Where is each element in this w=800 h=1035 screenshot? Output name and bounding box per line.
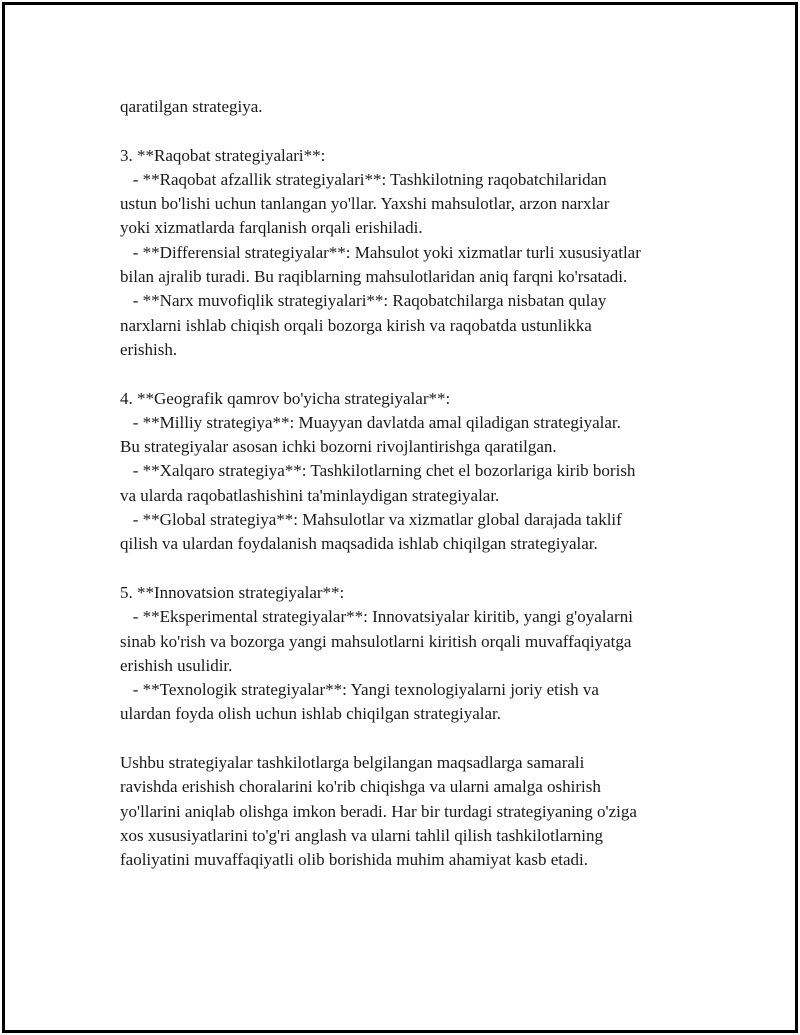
item-line: qilish va ulardan foydalanish maqsadida ishlab chiqilgan strategiyalar. <box>120 534 598 554</box>
document-page <box>2 2 798 1033</box>
item-line: erishish usulidir. <box>120 655 233 675</box>
section-4-item-1 <box>120 411 710 460</box>
section-5-heading: 5. **Innovatsion strategiyalar**: <box>120 582 345 602</box>
section-5-item-2 <box>120 678 710 727</box>
paragraph-gap <box>120 557 710 581</box>
conclusion-line: xos xususiyatlarini to'g'ri anglash va ularni tahlil qilish tashkilotlarning <box>120 825 604 845</box>
section-3-item-1 <box>120 168 710 241</box>
document-body <box>120 95 710 873</box>
paragraph-gap <box>120 119 710 143</box>
conclusion-line: yo'llarini aniqlab olishga imkon beradi. Har bir turdagi strategiyaning o'ziga <box>120 801 637 821</box>
item-line: - **Milliy strategiya**: Muayyan davlatda amal qiladigan strategiyalar. <box>120 412 621 432</box>
item-line: narxlarni ishlab chiqish orqali bozorga kirish va raqobatda ustunlikka <box>120 315 592 335</box>
item-line: bilan ajralib turadi. Bu raqiblarning mahsulotlaridan aniq farqni ko'rsatadi. <box>120 267 628 287</box>
intro-tail-text: qaratilgan strategiya. <box>120 97 263 116</box>
item-line: sinab ko'rish va bozorga yangi mahsulotlarni kiritish orqali muvaffaqiyatga <box>120 631 632 651</box>
item-line: ustun bo'lishi uchun tanlangan yo'llar. Yaxshi mahsulotlar, arzon narxlar <box>120 194 610 214</box>
paragraph-gap <box>120 362 710 386</box>
item-line: ulardan foyda olish uchun ishlab chiqilgan strategiyalar. <box>120 704 501 724</box>
section-3-item-2 <box>120 241 710 290</box>
conclusion-line: ravishda erishish choralarini ko'rib chiqishga va ularni amalga oshirish <box>120 777 601 797</box>
item-line: Bu strategiyalar asosan ichki bozorni rivojlantirishga qaratilgan. <box>120 437 557 457</box>
item-line: va ularda raqobatlashishini ta'minlaydigan strategiyalar. <box>120 485 500 505</box>
item-line: - **Global strategiya**: Mahsulotlar va xizmatlar global darajada taklif <box>120 510 622 530</box>
item-line: - **Xalqaro strategiya**: Tashkilotlarning chet el bozorlariga kirib borish <box>120 461 636 481</box>
section-5-item-1 <box>120 605 710 678</box>
conclusion-line: faoliyatini muvaffaqiyatli olib borishida muhim ahamiyat kasb etadi. <box>120 850 589 870</box>
section-4-item-2 <box>120 459 710 508</box>
section-3-item-3 <box>120 289 710 362</box>
item-line: - **Differensial strategiyalar**: Mahsulot yoki xizmatlar turli xususiyatlar <box>120 242 641 262</box>
item-line: - **Narx muvofiqlik strategiyalari**: Raqobatchilarga nisbatan qulay <box>120 291 607 311</box>
item-line: - **Raqobat afzallik strategiyalari**: Tashkilotning raqobatchilaridan <box>120 169 607 189</box>
item-line: - **Texnologik strategiyalar**: Yangi texnologiyalarni joriy etish va <box>120 680 599 700</box>
conclusion-line: Ushbu strategiyalar tashkilotlarga belgilangan maqsadlarga samarali <box>120 753 585 773</box>
item-line: yoki xizmatlarda farqlanish orqali erishiladi. <box>120 218 423 238</box>
section-3-heading: 3. **Raqobat strategiyalari**: <box>120 145 326 165</box>
item-line: - **Eksperimental strategiyalar**: Innovatsiyalar kiritib, yangi g'oyalarni <box>120 607 633 627</box>
conclusion-paragraph <box>120 751 710 872</box>
section-4-item-3 <box>120 508 710 557</box>
section-4-heading: 4. **Geografik qamrov bo'yicha strategiyalar**: <box>120 388 451 408</box>
paragraph-gap <box>120 727 710 751</box>
item-line: erishish. <box>120 339 178 359</box>
